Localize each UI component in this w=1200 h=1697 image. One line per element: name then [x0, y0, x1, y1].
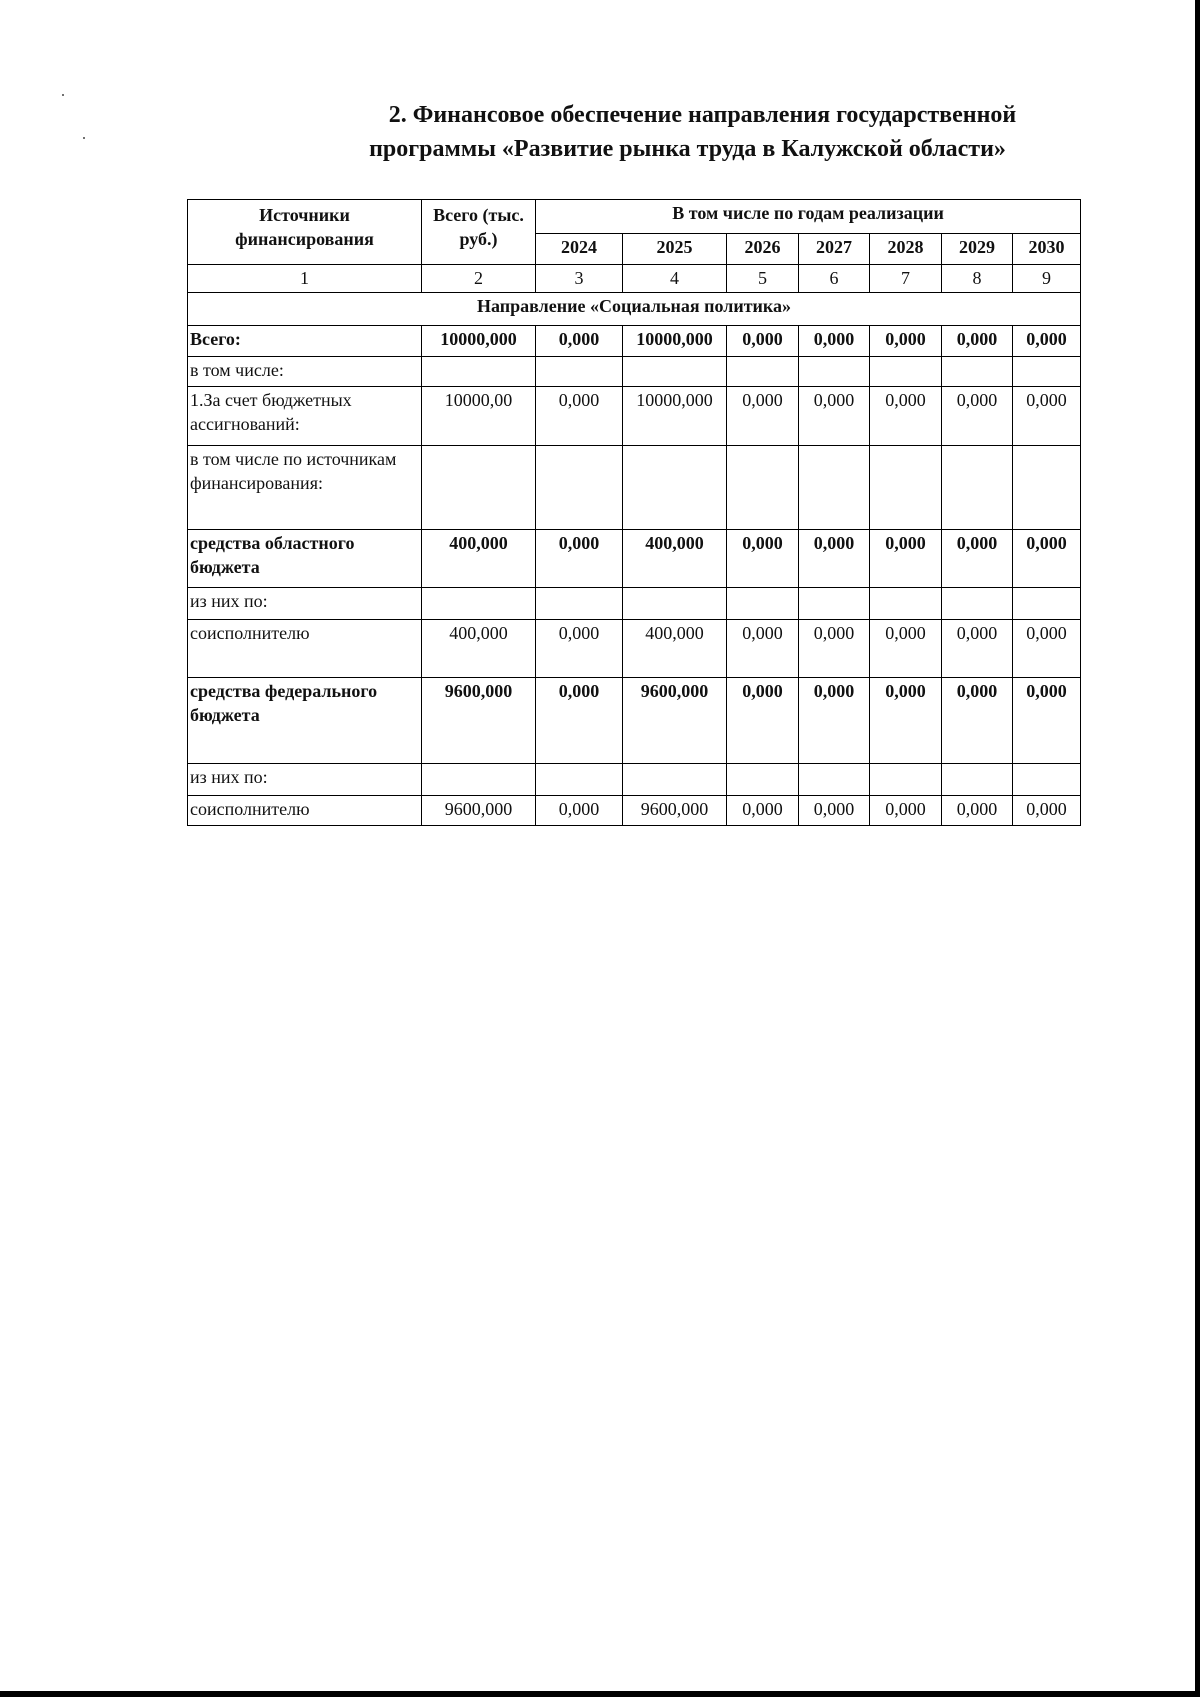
row-label: средства федерального бюджета [188, 678, 422, 764]
column-number: 4 [623, 265, 727, 293]
value-cell [1013, 357, 1081, 387]
value-cell [870, 588, 942, 620]
value-cell: 0,000 [870, 620, 942, 678]
value-cell: 0,000 [870, 326, 942, 357]
column-number: 9 [1013, 265, 1081, 293]
value-cell [727, 446, 799, 530]
header-year: 2027 [799, 234, 870, 265]
header-sources: Источники финансирования [188, 200, 422, 265]
value-cell [727, 764, 799, 796]
value-cell: 0,000 [799, 530, 870, 588]
value-cell [536, 764, 623, 796]
column-number: 8 [942, 265, 1013, 293]
column-number: 1 [188, 265, 422, 293]
value-cell [536, 588, 623, 620]
value-cell [942, 764, 1013, 796]
header-year: 2028 [870, 234, 942, 265]
value-cell [536, 357, 623, 387]
financing-table [187, 199, 1081, 826]
row-label: средства областного бюджета [188, 530, 422, 588]
row-label: Всего: [188, 326, 422, 357]
value-cell: 0,000 [727, 326, 799, 357]
header-year: 2025 [623, 234, 727, 265]
value-cell: 0,000 [942, 796, 1013, 826]
title-line-1: 2. Финансовое обеспечение направления государственной [388, 102, 1017, 128]
document-title [315, 98, 1060, 166]
scan-speck [83, 137, 85, 139]
value-cell: 0,000 [1013, 530, 1081, 588]
value-cell [727, 357, 799, 387]
row-label: в том числе по источникам финансирования: [188, 446, 422, 530]
value-cell [422, 446, 536, 530]
value-cell [422, 357, 536, 387]
header-row [188, 200, 1081, 234]
value-cell: 0,000 [536, 530, 623, 588]
value-cell [1013, 446, 1081, 530]
value-cell [1013, 588, 1081, 620]
value-cell: 0,000 [870, 796, 942, 826]
table-row [188, 326, 1081, 357]
value-cell: 9600,000 [422, 796, 536, 826]
column-number: 5 [727, 265, 799, 293]
table-row [188, 678, 1081, 764]
row-label: из них по: [188, 588, 422, 620]
table-row [188, 357, 1081, 387]
page-bottom-edge [0, 1691, 1200, 1697]
section-title: Направление «Социальная политика» [188, 293, 1081, 326]
value-cell [942, 446, 1013, 530]
value-cell: 0,000 [942, 387, 1013, 446]
row-label: в том числе: [188, 357, 422, 387]
value-cell: 9600,000 [422, 678, 536, 764]
header-year: 2029 [942, 234, 1013, 265]
value-cell [799, 764, 870, 796]
table-row [188, 764, 1081, 796]
value-cell: 0,000 [870, 387, 942, 446]
table-row [188, 796, 1081, 826]
column-number: 6 [799, 265, 870, 293]
value-cell: 10000,000 [623, 326, 727, 357]
value-cell: 0,000 [799, 387, 870, 446]
header-year: 2030 [1013, 234, 1081, 265]
row-label: из них по: [188, 764, 422, 796]
value-cell: 0,000 [536, 678, 623, 764]
value-cell: 0,000 [942, 620, 1013, 678]
row-label: соисполнителю [188, 620, 422, 678]
value-cell: 0,000 [942, 326, 1013, 357]
table-row [188, 530, 1081, 588]
value-cell [799, 357, 870, 387]
value-cell: 0,000 [799, 620, 870, 678]
value-cell: 0,000 [1013, 620, 1081, 678]
value-cell: 0,000 [1013, 387, 1081, 446]
value-cell: 0,000 [1013, 326, 1081, 357]
row-label: соисполнителю [188, 796, 422, 826]
value-cell: 0,000 [870, 530, 942, 588]
row-label: 1.За счет бюджетных ассигнований: [188, 387, 422, 446]
value-cell [623, 446, 727, 530]
value-cell: 400,000 [422, 620, 536, 678]
value-cell [422, 764, 536, 796]
value-cell: 0,000 [942, 678, 1013, 764]
value-cell [870, 764, 942, 796]
value-cell [870, 357, 942, 387]
column-numbers-row [188, 265, 1081, 293]
value-cell: 400,000 [422, 530, 536, 588]
value-cell: 0,000 [1013, 796, 1081, 826]
value-cell [942, 588, 1013, 620]
value-cell: 400,000 [623, 530, 727, 588]
value-cell: 0,000 [799, 796, 870, 826]
value-cell [1013, 764, 1081, 796]
value-cell: 9600,000 [623, 678, 727, 764]
value-cell: 0,000 [727, 678, 799, 764]
page-edge [1195, 0, 1200, 1697]
value-cell: 0,000 [727, 796, 799, 826]
value-cell [870, 446, 942, 530]
value-cell: 0,000 [727, 530, 799, 588]
value-cell: 0,000 [727, 620, 799, 678]
column-number: 3 [536, 265, 623, 293]
value-cell: 0,000 [536, 326, 623, 357]
value-cell: 0,000 [1013, 678, 1081, 764]
header-year: 2026 [727, 234, 799, 265]
value-cell: 0,000 [942, 530, 1013, 588]
value-cell [727, 588, 799, 620]
table-row [188, 446, 1081, 530]
column-number: 2 [422, 265, 536, 293]
value-cell: 0,000 [536, 796, 623, 826]
value-cell: 0,000 [727, 387, 799, 446]
section-row [188, 293, 1081, 326]
value-cell: 10000,000 [422, 326, 536, 357]
value-cell: 0,000 [799, 326, 870, 357]
value-cell: 9600,000 [623, 796, 727, 826]
value-cell [799, 446, 870, 530]
table-row [188, 588, 1081, 620]
value-cell: 400,000 [623, 620, 727, 678]
table-row [188, 387, 1081, 446]
value-cell [942, 357, 1013, 387]
value-cell: 0,000 [536, 620, 623, 678]
value-cell [799, 588, 870, 620]
value-cell [536, 446, 623, 530]
value-cell: 10000,000 [623, 387, 727, 446]
header-total: Всего (тыс. руб.) [422, 200, 536, 265]
value-cell: 0,000 [536, 387, 623, 446]
value-cell [623, 764, 727, 796]
header-years-group: В том числе по годам реализации [536, 200, 1081, 234]
value-cell [623, 588, 727, 620]
column-number: 7 [870, 265, 942, 293]
scan-speck [62, 94, 64, 96]
value-cell: 0,000 [799, 678, 870, 764]
title-line-2: программы «Развитие рынка труда в Калужской области» [369, 136, 1006, 162]
value-cell: 0,000 [870, 678, 942, 764]
header-year: 2024 [536, 234, 623, 265]
value-cell [422, 588, 536, 620]
table-row [188, 620, 1081, 678]
value-cell [623, 357, 727, 387]
value-cell: 10000,00 [422, 387, 536, 446]
